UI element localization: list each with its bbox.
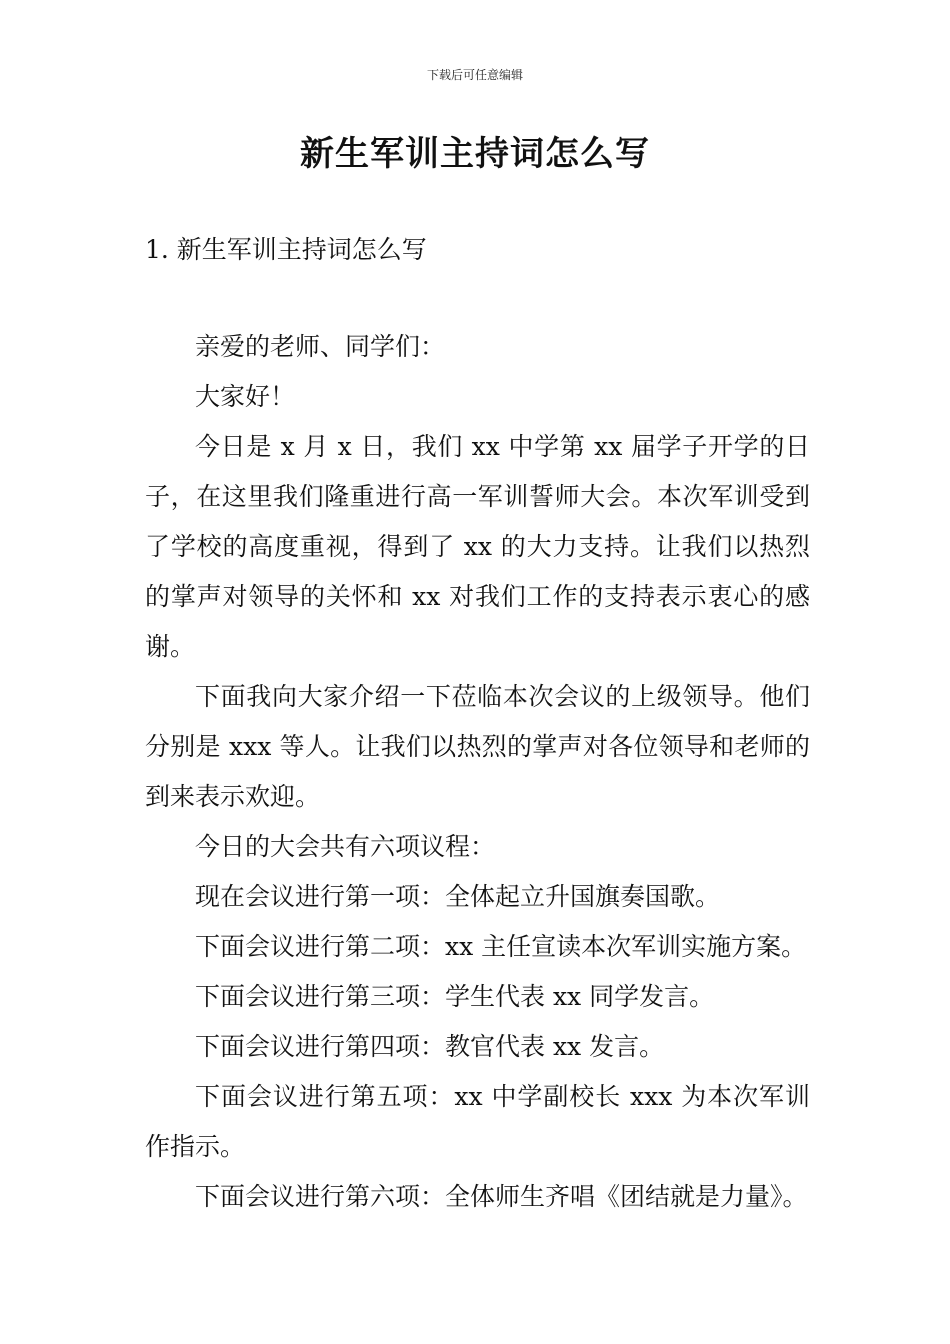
header-note: 下载后可任意编辑 <box>426 68 523 82</box>
paragraph-agenda-item-1: 现在会议进行第一项：全体起立升国旗奏国歌。 <box>195 882 721 911</box>
paragraph-agenda-item-3: 下面会议进行第三项：学生代表 xx 同学发言。 <box>195 982 715 1011</box>
body-text <box>145 322 810 1222</box>
paragraph-salutation: 亲爱的老师、同学们： <box>195 332 446 361</box>
paragraph-opening: 今日是 x 月 x 日，我们 xx 中学第 xx 届学子开学的日子，在这里我们隆重进行高一军训誓师大会。本次军训受到了学校的高度重视，得到了 xx 的大力支持。让我们以热烈的掌声对领导的关怀和 xx 对我们工作的支持表示衷心的感谢。 <box>145 432 810 661</box>
paragraph-agenda-item-5: 下面会议进行第五项：xx 中学副校长 xxx 为本次军训作指示。 <box>145 1082 810 1161</box>
document-title: 新生军训主持词怎么写 <box>300 134 650 174</box>
paragraph-agenda-item-4: 下面会议进行第四项：教官代表 xx 发言。 <box>195 1032 665 1061</box>
paragraph-agenda-item-6: 下面会议进行第六项：全体师生齐唱《团结就是力量》。 <box>195 1182 808 1211</box>
paragraph-agenda-item-2: 下面会议进行第二项：xx 主任宣读本次军训实施方案。 <box>195 932 807 961</box>
paragraph-greeting: 大家好！ <box>195 382 296 411</box>
paragraph-introduce-leaders: 下面我向大家介绍一下莅临本次会议的上级领导。他们分别是 xxx 等人。让我们以热烈的掌声对各位领导和老师的到来表示欢迎。 <box>145 682 810 811</box>
paragraph-agenda-intro: 今日的大会共有六项议程： <box>195 832 496 861</box>
section-heading: 1. 新生军训主持词怎么写 <box>145 235 427 264</box>
